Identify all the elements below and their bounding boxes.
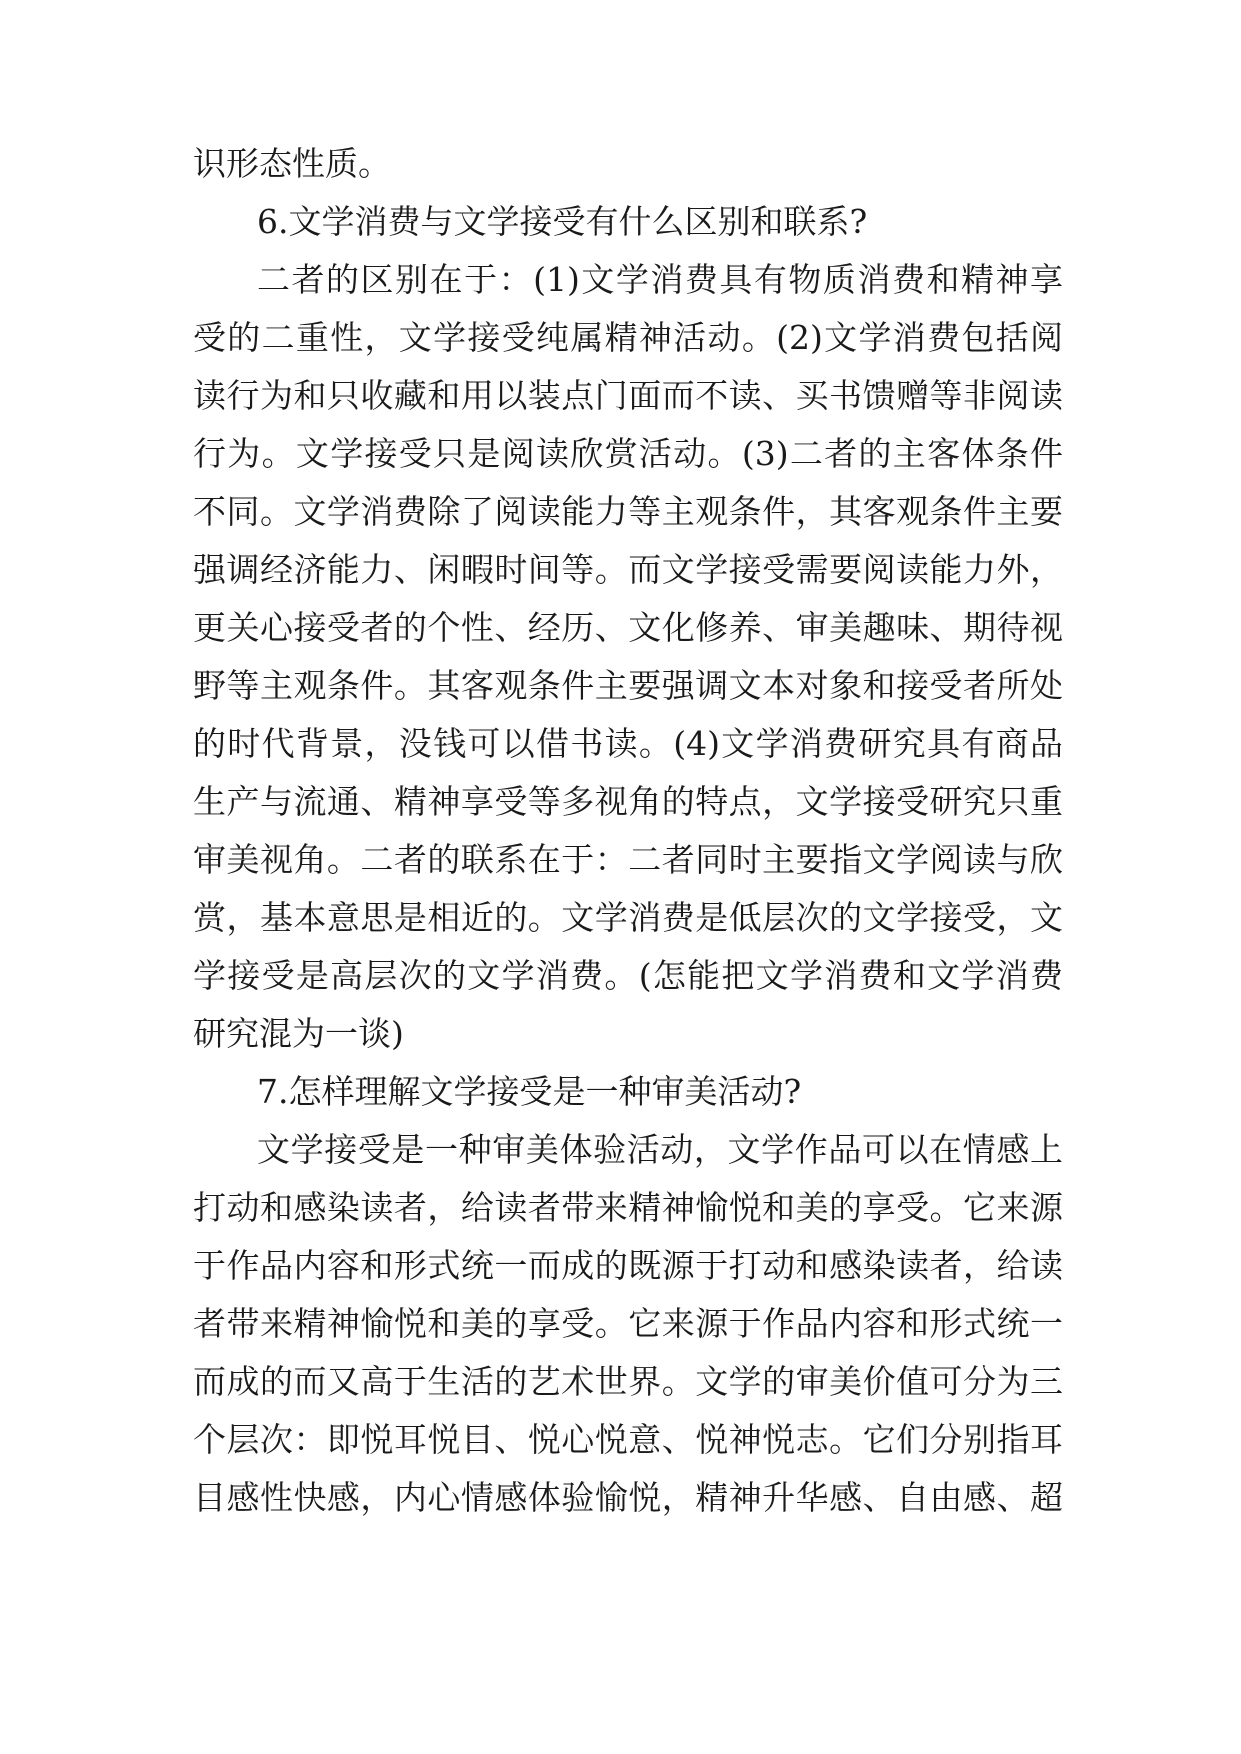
text-line: 赏，基本意思是相近的。文学消费是低层次的文学接受，文 [193, 898, 1063, 937]
text-line: 学接受是高层次的文学消费。(怎能把文学消费和文学消费 [193, 956, 1063, 995]
text-line: 二者的区别在于：(1)文学消费具有物质消费和精神享 [257, 260, 1063, 299]
text-line: 7.怎样理解文学接受是一种审美活动? [257, 1072, 802, 1111]
text-line: 研究混为一谈) [193, 1014, 404, 1053]
text-line: 不同。文学消费除了阅读能力等主观条件，其客观条件主要 [193, 492, 1063, 531]
text-line: 野等主观条件。其客观条件主要强调文本对象和接受者所处 [193, 666, 1063, 705]
text-line: 于作品内容和形式统一而成的既源于打动和感染读者，给读 [193, 1246, 1063, 1285]
text-line: 受的二重性，文学接受纯属精神活动。(2)文学消费包括阅 [193, 318, 1063, 357]
text-line: 行为。文学接受只是阅读欣赏活动。(3)二者的主客体条件 [193, 434, 1063, 473]
text-line: 更关心接受者的个性、经历、文化修养、审美趣味、期待视 [193, 608, 1063, 647]
text-line: 强调经济能力、闲暇时间等。而文学接受需要阅读能力外， [193, 550, 1063, 589]
text-line: 6.文学消费与文学接受有什么区别和联系? [257, 202, 868, 241]
text-line: 者带来精神愉悦和美的享受。它来源于作品内容和形式统一 [193, 1304, 1063, 1343]
text-line: 目感性快感，内心情感体验愉悦，精神升华感、自由感、超 [193, 1478, 1063, 1517]
text-line: 而成的而又高于生活的艺术世界。文学的审美价值可分为三 [193, 1362, 1063, 1401]
text-line: 生产与流通、精神享受等多视角的特点，文学接受研究只重 [193, 782, 1063, 821]
text-line: 识形态性质。 [193, 144, 391, 183]
text-line: 的时代背景，没钱可以借书读。(4)文学消费研究具有商品 [193, 724, 1063, 763]
text-line: 打动和感染读者，给读者带来精神愉悦和美的享受。它来源 [193, 1188, 1063, 1227]
text-line: 个层次：即悦耳悦目、悦心悦意、悦神悦志。它们分别指耳 [193, 1420, 1063, 1459]
text-line: 读行为和只收藏和用以装点门面而不读、买书馈赠等非阅读 [193, 376, 1063, 415]
text-line: 文学接受是一种审美体验活动，文学作品可以在情感上 [257, 1130, 1063, 1169]
text-line: 审美视角。二者的联系在于：二者同时主要指文学阅读与欣 [193, 840, 1063, 879]
